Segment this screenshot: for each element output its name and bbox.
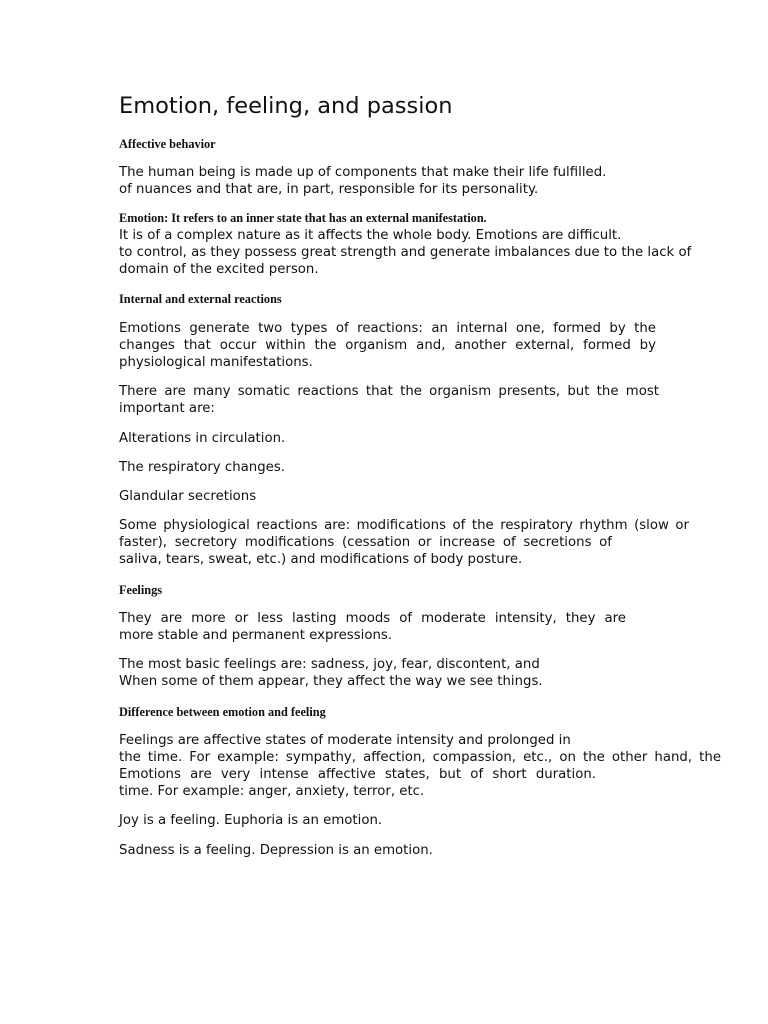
paragraph-line: It is of a complex nature as it affects the whole body. Emotions are difficult. bbox=[119, 228, 622, 243]
paragraph-line: changes that occur within the organism and, another external, formed by bbox=[119, 338, 656, 353]
document-title: Emotion, feeling, and passion bbox=[119, 93, 453, 119]
section-heading-emotion: Emotion: It refers to an inner state that has an external manifestation. bbox=[119, 211, 487, 225]
paragraph-affective-behavior bbox=[119, 164, 721, 198]
paragraph-emotion-definition bbox=[119, 227, 721, 278]
paragraph-line: The human being is made up of components that make their life fulfilled. bbox=[119, 165, 607, 180]
paragraph-line: Emotions are very intense affective states, but of short duration. bbox=[119, 767, 596, 782]
paragraph-glandular bbox=[119, 488, 721, 505]
paragraph-respiratory bbox=[119, 459, 721, 476]
paragraph-line: They are more or less lasting moods of moderate intensity, they are bbox=[119, 611, 626, 626]
paragraph-line: of nuances and that are, in part, responsible for its personality. bbox=[119, 182, 539, 197]
paragraph-basic-feelings bbox=[119, 656, 721, 690]
section-heading-internal-external-reactions: Internal and external reactions bbox=[119, 292, 282, 306]
paragraph-line: to control, as they possess great strength and generate imbalances due to the lack of bbox=[119, 245, 692, 260]
paragraph-line: Emotions generate two types of reactions: an internal one, formed by the bbox=[119, 321, 656, 336]
paragraph-line: important are: bbox=[119, 401, 215, 416]
paragraph-physiological-reactions bbox=[119, 517, 689, 568]
paragraph-line: faster), secretory modifications (cessation or increase of secretions of bbox=[119, 535, 612, 550]
paragraph-line: Some physiological reactions are: modifications of the respiratory rhythm (slow or bbox=[119, 518, 689, 533]
paragraph-line: Glandular secretions bbox=[119, 489, 257, 504]
paragraph-line: physiological manifestations. bbox=[119, 355, 313, 370]
paragraph-line: more stable and permanent expressions. bbox=[119, 628, 393, 643]
paragraph-line: domain of the excited person. bbox=[119, 262, 319, 277]
paragraph-line: The most basic feelings are: sadness, joy, fear, discontent, and bbox=[119, 657, 540, 672]
paragraph-line: There are many somatic reactions that the organism presents, but the most bbox=[119, 384, 659, 399]
paragraph-reaction-types bbox=[119, 320, 656, 371]
paragraph-line: When some of them appear, they affect the way we see things. bbox=[119, 674, 543, 689]
paragraph-line: The respiratory changes. bbox=[119, 460, 285, 475]
paragraph-line: time. For example: anger, anxiety, terror, etc. bbox=[119, 784, 425, 799]
paragraph-line: the time. For example: sympathy, affection, compassion, etc., on the other hand, the bbox=[119, 750, 721, 765]
paragraph-sadness-depression bbox=[119, 842, 721, 859]
paragraph-line: saliva, tears, sweat, etc.) and modifications of body posture. bbox=[119, 552, 523, 567]
paragraph-line: Feelings are affective states of moderate intensity and prolonged in bbox=[119, 733, 571, 748]
paragraph-line: Sadness is a feeling. Depression is an emotion. bbox=[119, 843, 433, 858]
paragraph-line: Joy is a feeling. Euphoria is an emotion. bbox=[119, 813, 383, 828]
section-heading-difference: Difference between emotion and feeling bbox=[119, 705, 326, 719]
paragraph-feelings-definition bbox=[119, 610, 626, 644]
paragraph-line: Alterations in circulation. bbox=[119, 431, 286, 446]
section-heading-affective-behavior: Affective behavior bbox=[119, 137, 216, 151]
paragraph-difference bbox=[119, 732, 721, 800]
paragraph-circulation bbox=[119, 430, 721, 447]
paragraph-somatic-reactions bbox=[119, 383, 659, 417]
paragraph-joy-euphoria bbox=[119, 812, 721, 829]
section-heading-feelings: Feelings bbox=[119, 583, 163, 597]
